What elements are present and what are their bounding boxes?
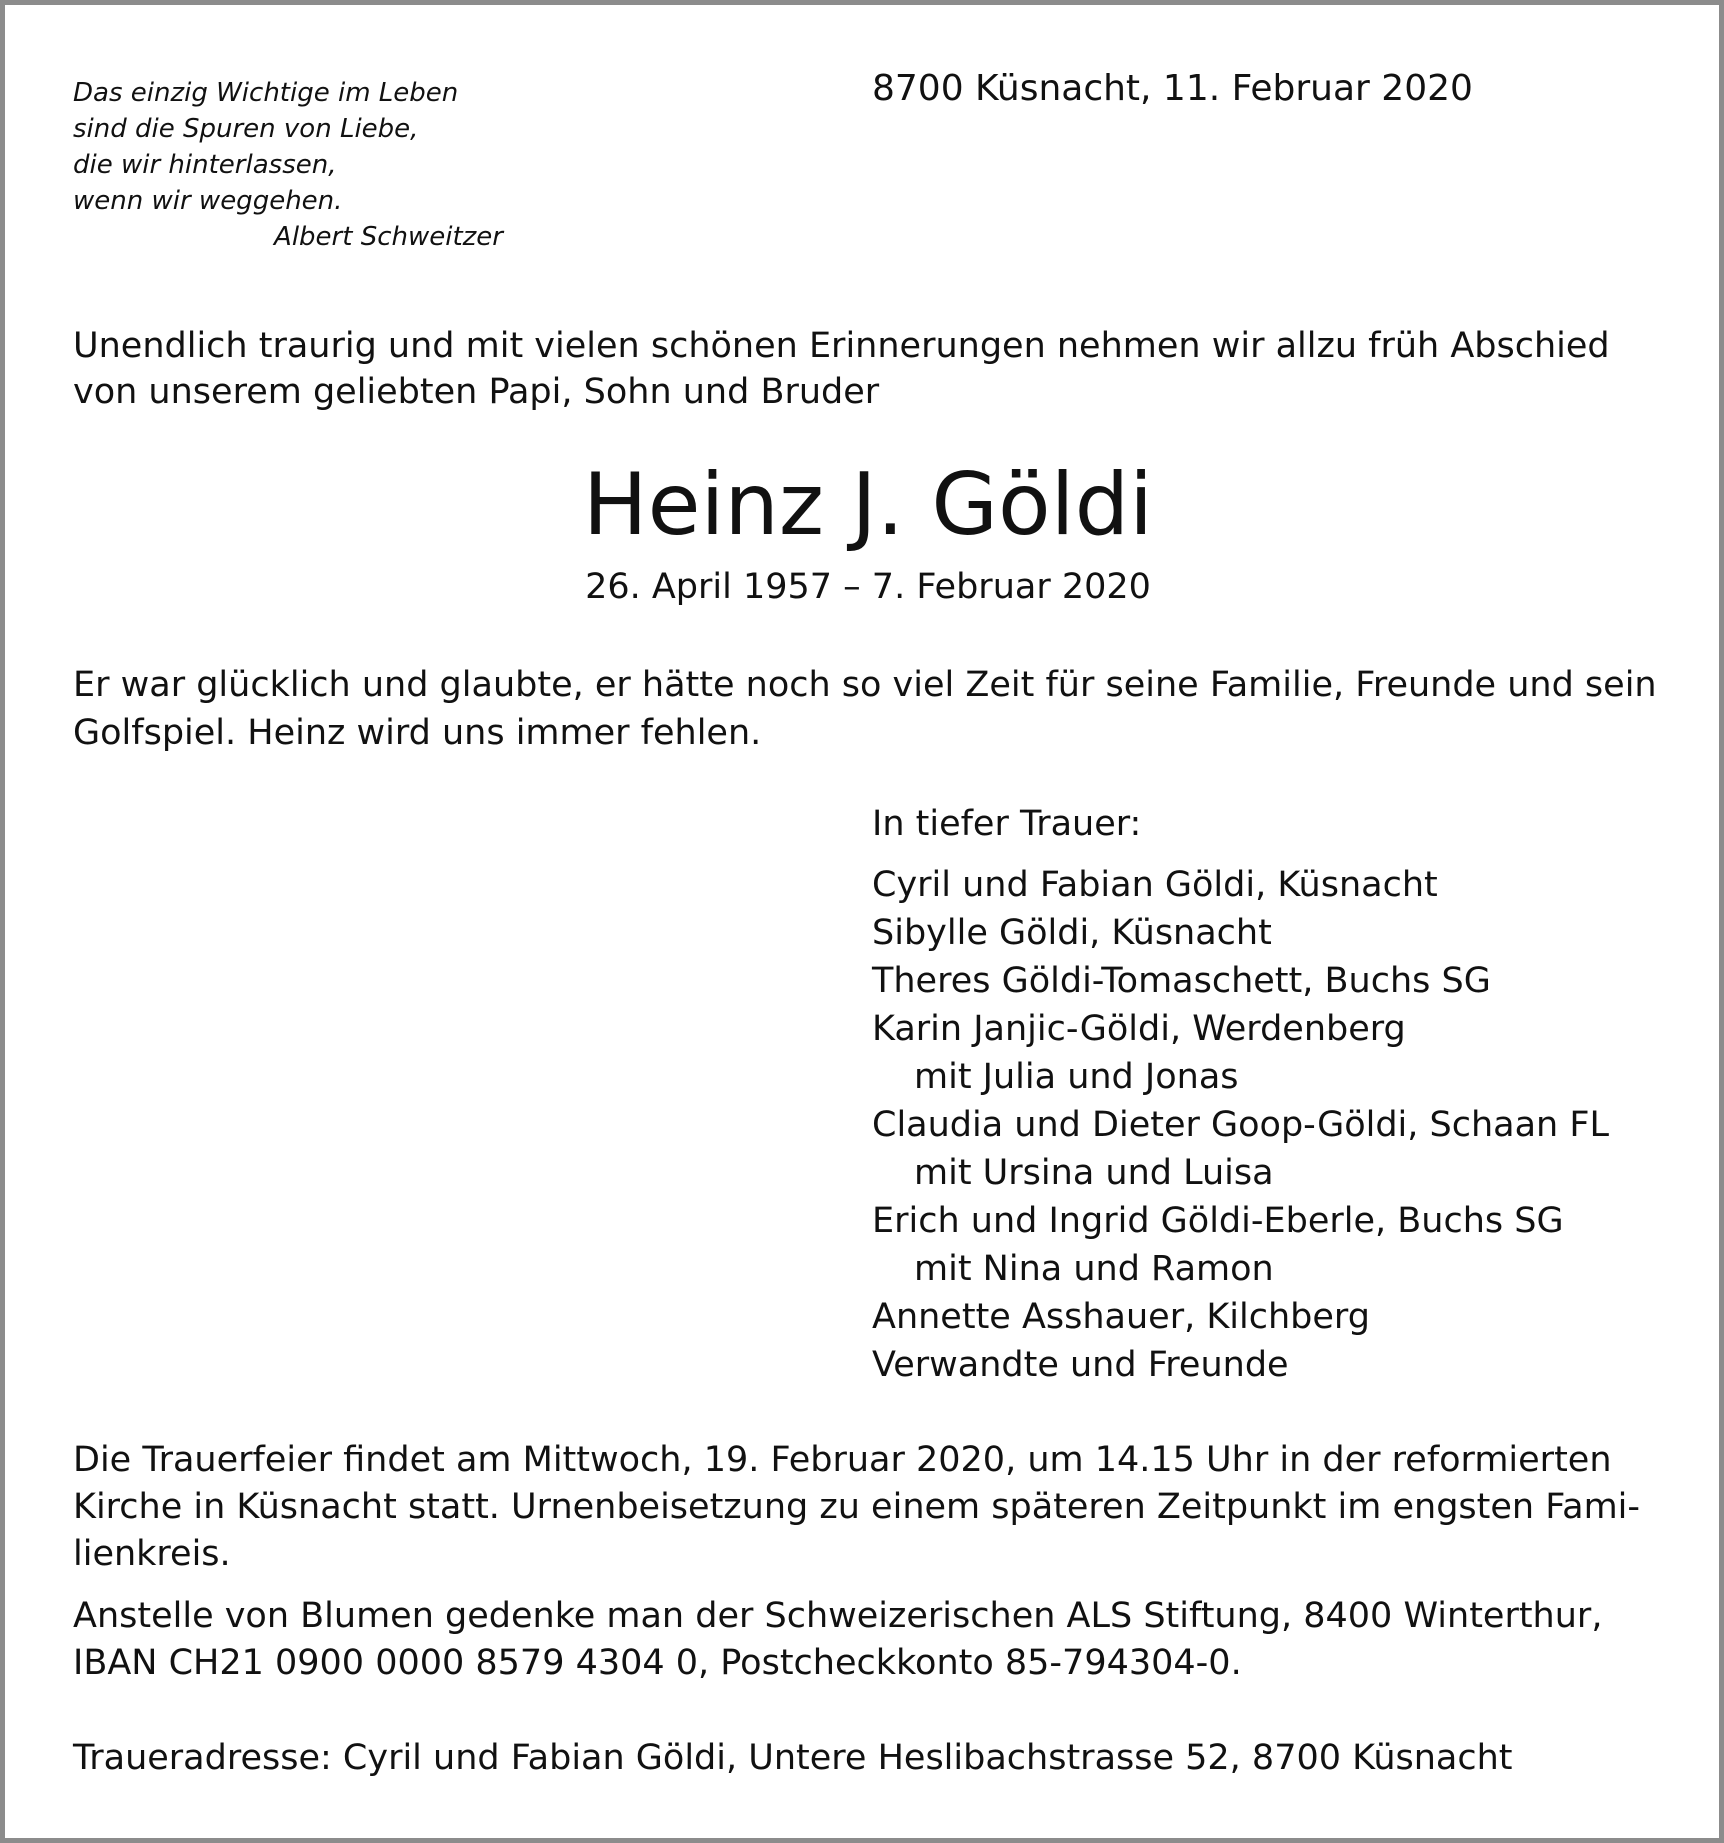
mourners-heading: In tiefer Trauer: xyxy=(872,804,1142,844)
ceremony-line: lienkreis. xyxy=(73,1534,231,1574)
intro-paragraph xyxy=(73,323,1663,415)
mourner-sub-entry: mit Ursina und Luisa xyxy=(914,1153,1274,1193)
mourner-sub-entry: mit Nina und Ramon xyxy=(914,1249,1274,1289)
ceremony-paragraph xyxy=(73,1437,1663,1578)
mourner-entry: Karin Janjic-Göldi, Werdenberg xyxy=(872,1009,1406,1049)
mourner-sub-entry: mit Julia und Jonas xyxy=(914,1057,1239,1097)
statement-paragraph xyxy=(73,661,1663,757)
mourner-entry: Theres Göldi-Tomaschett, Buchs SG xyxy=(872,961,1491,1001)
donation-line: Anstelle von Blumen gedenke man der Schweizerischen ALS Stiftung, 8400 Winterthur, xyxy=(73,1596,1603,1636)
statement-line: Golfspiel. Heinz wird uns immer fehlen. xyxy=(73,713,762,753)
mourner-entry: Sibylle Göldi, Küsnacht xyxy=(872,913,1272,953)
quote-author: Albert Schweitzer xyxy=(274,222,503,252)
mourners-list xyxy=(872,801,1672,1389)
quote-line: wenn wir weggehen. xyxy=(73,186,343,216)
quote-line: sind die Spuren von Liebe, xyxy=(73,114,419,144)
mourner-entry: Cyril und Fabian Göldi, Küsnacht xyxy=(872,865,1438,905)
deceased-name: Heinz J. Göldi xyxy=(582,455,1154,555)
statement-line: Er war glücklich und glaubte, er hätte noch so viel Zeit für seine Familie, Freunde und sein xyxy=(73,665,1657,705)
place-and-date: 8700 Küsnacht, 11. Februar 2020 xyxy=(872,68,1473,109)
donation-paragraph xyxy=(73,1593,1663,1687)
mourning-address: Traueradresse: Cyril und Fabian Göldi, Untere Heslibachstrasse 52, 8700 Küsnacht xyxy=(73,1738,1513,1778)
ceremony-line: Die Trauerfeier findet am Mittwoch, 19. Februar 2020, um 14.15 Uhr in der reformierten xyxy=(73,1440,1612,1480)
mourner-entry: Annette Asshauer, Kilchberg xyxy=(872,1297,1370,1337)
mourner-entry: Erich und Ingrid Göldi-Eberle, Buchs SG xyxy=(872,1201,1564,1241)
intro-line: Unendlich traurig und mit vielen schönen Erinnerungen nehmen wir allzu früh Abschied xyxy=(73,326,1610,366)
quote-line: die wir hinterlassen, xyxy=(73,150,337,180)
intro-line: von unserem geliebten Papi, Sohn und Bruder xyxy=(73,372,880,412)
mourner-entry: Claudia und Dieter Goop-Göldi, Schaan FL xyxy=(872,1105,1609,1145)
donation-line: IBAN CH21 0900 0000 8579 4304 0, Postcheckkonto 85-794304-0. xyxy=(73,1643,1242,1683)
quote-line: Das einzig Wichtige im Leben xyxy=(73,78,459,108)
epigraph-quote xyxy=(73,75,503,255)
life-dates: 26. April 1957 – 7. Februar 2020 xyxy=(585,567,1151,607)
mourner-entry: Verwandte und Freunde xyxy=(872,1345,1289,1385)
ceremony-line: Kirche in Küsnacht statt. Urnenbeisetzung zu einem späteren Zeitpunkt im engsten Fami- xyxy=(73,1487,1641,1527)
